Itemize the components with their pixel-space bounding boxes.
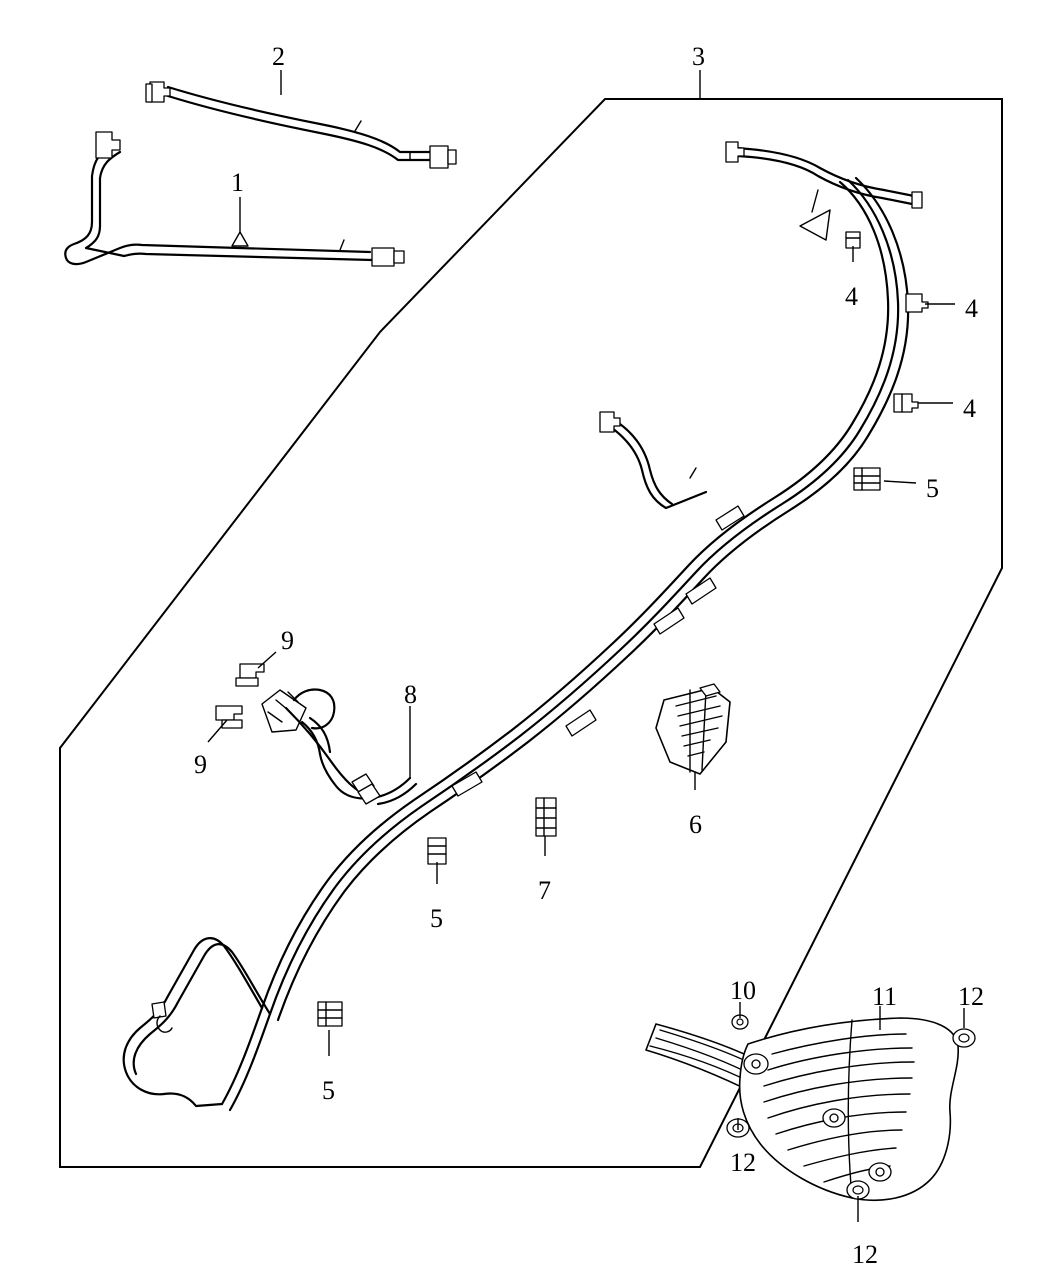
callout-12b: 12 — [730, 1148, 756, 1177]
callout-12a: 12 — [958, 982, 984, 1011]
leader-line-9b — [208, 720, 227, 742]
part-1-fuel-line — [65, 132, 404, 266]
callout-9b: 9 — [194, 750, 207, 779]
leader-line-5a — [884, 481, 916, 483]
part-6-heat-shield — [656, 684, 730, 774]
callout-4a: 4 — [845, 282, 858, 311]
callout-12c: 12 — [852, 1240, 878, 1269]
callout-5b: 5 — [430, 904, 443, 933]
part-2-fuel-line — [146, 82, 456, 168]
part-11-heat-shield-assembly — [646, 1015, 975, 1200]
callout-8: 8 — [404, 680, 417, 709]
group-3-boundary — [60, 99, 1002, 1167]
callout-4c: 4 — [963, 394, 976, 423]
callout-4b: 4 — [965, 294, 978, 323]
callout-5c: 5 — [322, 1076, 335, 1105]
callout-10: 10 — [730, 976, 756, 1005]
callout-7: 7 — [538, 876, 551, 905]
callout-2: 2 — [272, 42, 285, 71]
leader-line-9a — [258, 652, 276, 668]
clip-icons — [318, 232, 928, 1026]
callout-6: 6 — [689, 810, 702, 839]
callout-5a: 5 — [926, 474, 939, 503]
callout-3: 3 — [692, 42, 705, 71]
callout-11: 11 — [872, 982, 898, 1011]
callout-9a: 9 — [281, 626, 294, 655]
callout-1: 1 — [231, 168, 244, 197]
